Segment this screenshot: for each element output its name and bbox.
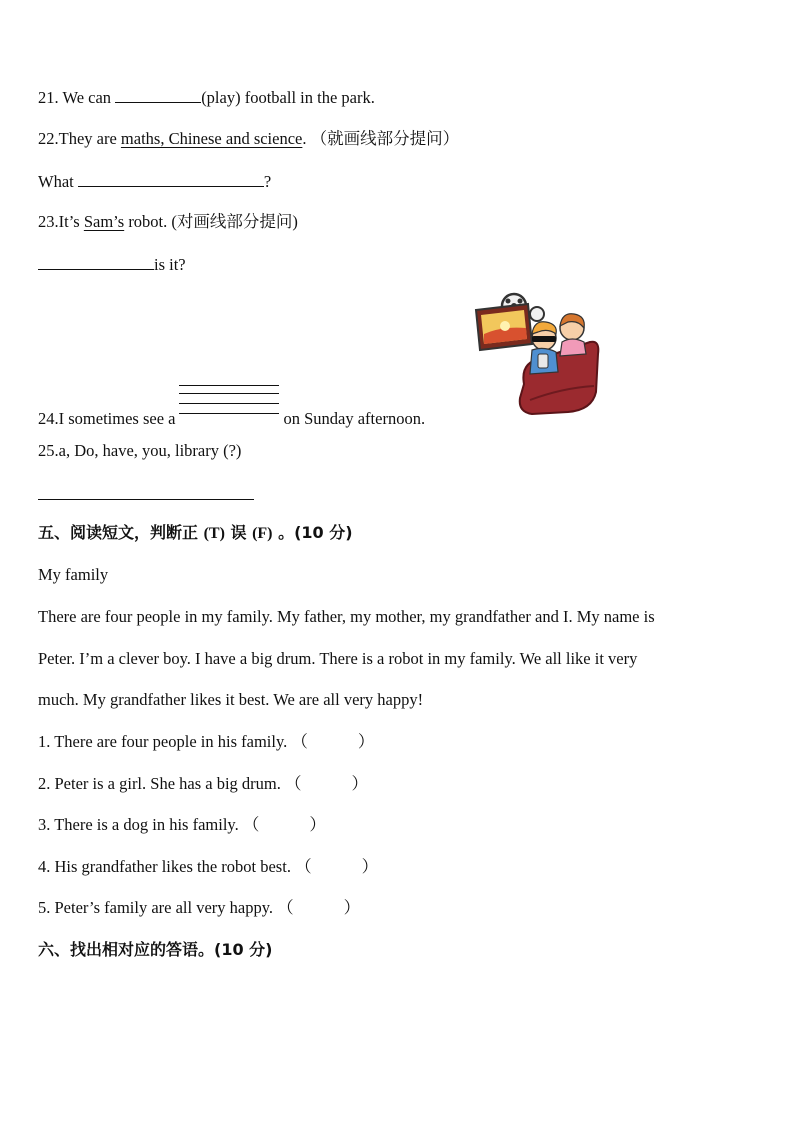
bracket-open: （ <box>277 898 294 917</box>
q21-answer-blank[interactable] <box>115 86 201 103</box>
q23-answer-suffix: is it? <box>154 255 186 274</box>
q22-prefix: 22.They are <box>38 129 121 148</box>
tf-item-2 <box>38 773 368 795</box>
tf-item-text: 4. His grandfather likes the robot best. <box>38 857 291 876</box>
tf-item-text: 1. There are four people in his family. <box>38 732 288 751</box>
q23-underlined-word: Sam’s <box>83 212 125 231</box>
passage-title: My family <box>38 565 109 584</box>
section-6-heading: 六、找出相对应的答语。(10 分) <box>38 940 273 959</box>
tf-answer-bracket[interactable] <box>285 774 368 793</box>
false-mark: (F) <box>252 525 273 542</box>
question-24 <box>38 397 425 430</box>
bracket-close: ） <box>351 774 369 793</box>
bracket-close: ） <box>357 732 375 751</box>
q25-answer-blank[interactable] <box>38 483 254 500</box>
tf-item-text: 3. There is a dog in his family. <box>38 815 239 834</box>
passage-line: There are four people in my family. My father, my mother, my grandfather and I. My name is <box>38 607 655 626</box>
tf-answer-bracket[interactable] <box>295 857 378 876</box>
bracket-close: ） <box>309 815 326 834</box>
question-25 <box>38 440 241 462</box>
q24-suffix: on Sunday afternoon. <box>283 409 426 428</box>
bracket-open: （ <box>295 857 312 876</box>
question-23-answer-line <box>38 253 186 276</box>
tf-item-text: 5. Peter’s family are all very happy. <box>38 898 274 917</box>
tf-item-text: 2. Peter is a girl. She has a big drum. <box>38 774 281 793</box>
tf-item-5 <box>38 897 360 919</box>
true-mark: (T) <box>203 525 225 542</box>
tf-answer-bracket[interactable] <box>277 898 360 917</box>
q22-answer-blank[interactable] <box>78 170 264 187</box>
passage-line: much. My grandfather likes it best. We are all very happy! <box>38 690 424 709</box>
tf-answer-bracket[interactable] <box>291 732 374 751</box>
q21-suffix: (play) football in the park. <box>201 88 375 107</box>
q25-answer-line[interactable] <box>38 483 254 506</box>
bracket-close: ） <box>361 857 379 876</box>
q21-prefix: 21. We can <box>38 88 116 107</box>
tf-answer-bracket[interactable] <box>243 815 326 834</box>
question-22-answer-line <box>38 170 271 193</box>
tf-item-4 <box>38 856 378 878</box>
bracket-open: （ <box>291 732 308 751</box>
question-23 <box>38 211 298 233</box>
passage-line: Peter. I’m a clever boy. I have a big drum. There is a robot in my family. We all like it very <box>38 649 638 668</box>
q24-answer-lines[interactable] <box>179 397 279 427</box>
bracket-open: （ <box>285 774 302 793</box>
section-5-heading-text: 五、阅读短文，判断正 <box>38 523 204 542</box>
tf-item-1 <box>38 731 374 753</box>
section-5-heading-mid: 误 <box>224 523 253 542</box>
q22-answer-suffix: ? <box>263 172 272 191</box>
question-21 <box>38 86 375 109</box>
q23-answer-blank[interactable] <box>38 253 154 270</box>
section-5-heading-score: 。(10 分) <box>272 523 353 542</box>
q23-prefix: 23.It’s <box>38 212 84 231</box>
q22-answer-prefix: What <box>38 172 78 191</box>
kids-watching-film-icon <box>472 292 602 416</box>
bracket-open: （ <box>242 815 260 834</box>
q22-underlined-phrase: maths, Chinese and science <box>120 129 303 148</box>
bracket-close: ） <box>343 898 361 917</box>
q23-suffix: robot. (对画线部分提问) <box>124 212 298 231</box>
q24-prefix: 24.I sometimes see a <box>38 409 176 428</box>
section-5-heading <box>38 522 353 545</box>
tf-item-3 <box>38 814 326 836</box>
q22-suffix: . （就画线部分提问） <box>302 129 460 148</box>
q25-text: 25.a, Do, have, you, library (?) <box>38 441 242 460</box>
question-22 <box>38 128 459 150</box>
